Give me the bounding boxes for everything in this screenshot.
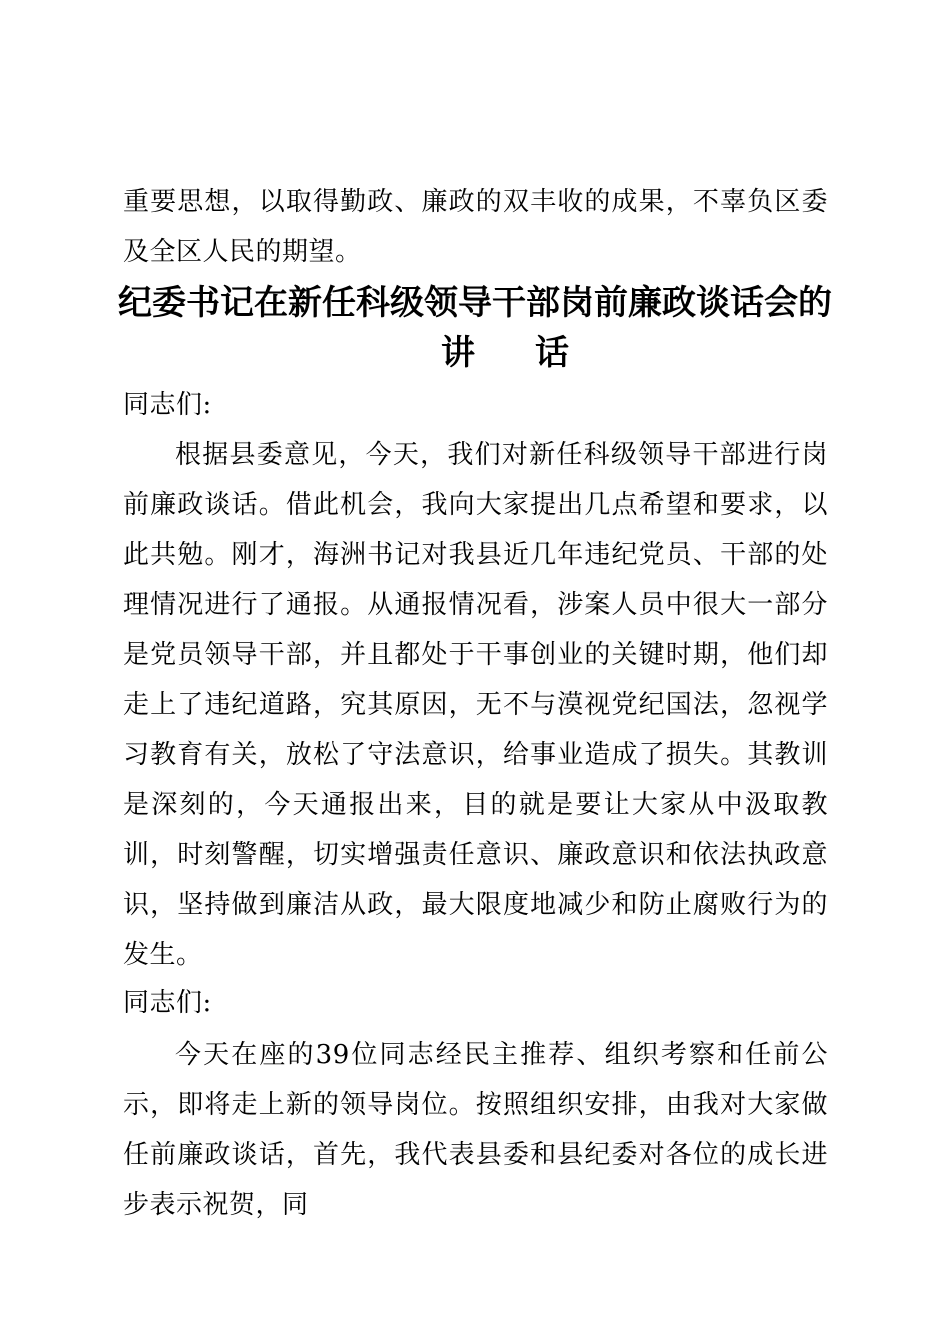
document-title-line-2: 讲话: [441, 333, 629, 373]
carryover-paragraph: 重要思想，以取得勤政、廉政的双丰收的成果，不辜负区委及全区人民的期望。: [123, 187, 828, 267]
paragraph-1: 根据县委意见，今天，我们对新任科级领导干部进行岗前廉政谈话。借此机会，我向大家提出几点希望和要求，以此共勉。刚才，海洲书记对我县近几年违纪党员、干部的处理情况进行了通报。从通报情况看，涉案人员中很大一部分是党员领导干部，并且都处于干事创业的关键时期，他们却走上了违纪道路，究其原因，无不与漠视党纪国法，忽视学习教育有关，放松了守法意识，给事业造成了损失。其教训是深刻的，今天通报出来，目的就是要让大家从中汲取教训，时刻警醒，切实增强责任意识、廉政意识和依法执政意识，坚持做到廉洁从政，最大限度地减少和防止腐败行为的发生。: [123, 440, 828, 970]
salutation-2: 同志们:: [123, 988, 212, 1018]
document-title-line-1: 纪委书记在新任科级领导干部岗前廉政谈话会的: [118, 283, 832, 323]
salutation-1: 同志们:: [123, 390, 212, 420]
paragraph-2: 今天在座的39位同志经民主推荐、组织考察和任前公示，即将走上新的领导岗位。按照组织安排，由我对大家做任前廉政谈话，首先，我代表县委和县纪委对各位的成长进步表示祝贺，同: [123, 1040, 828, 1220]
